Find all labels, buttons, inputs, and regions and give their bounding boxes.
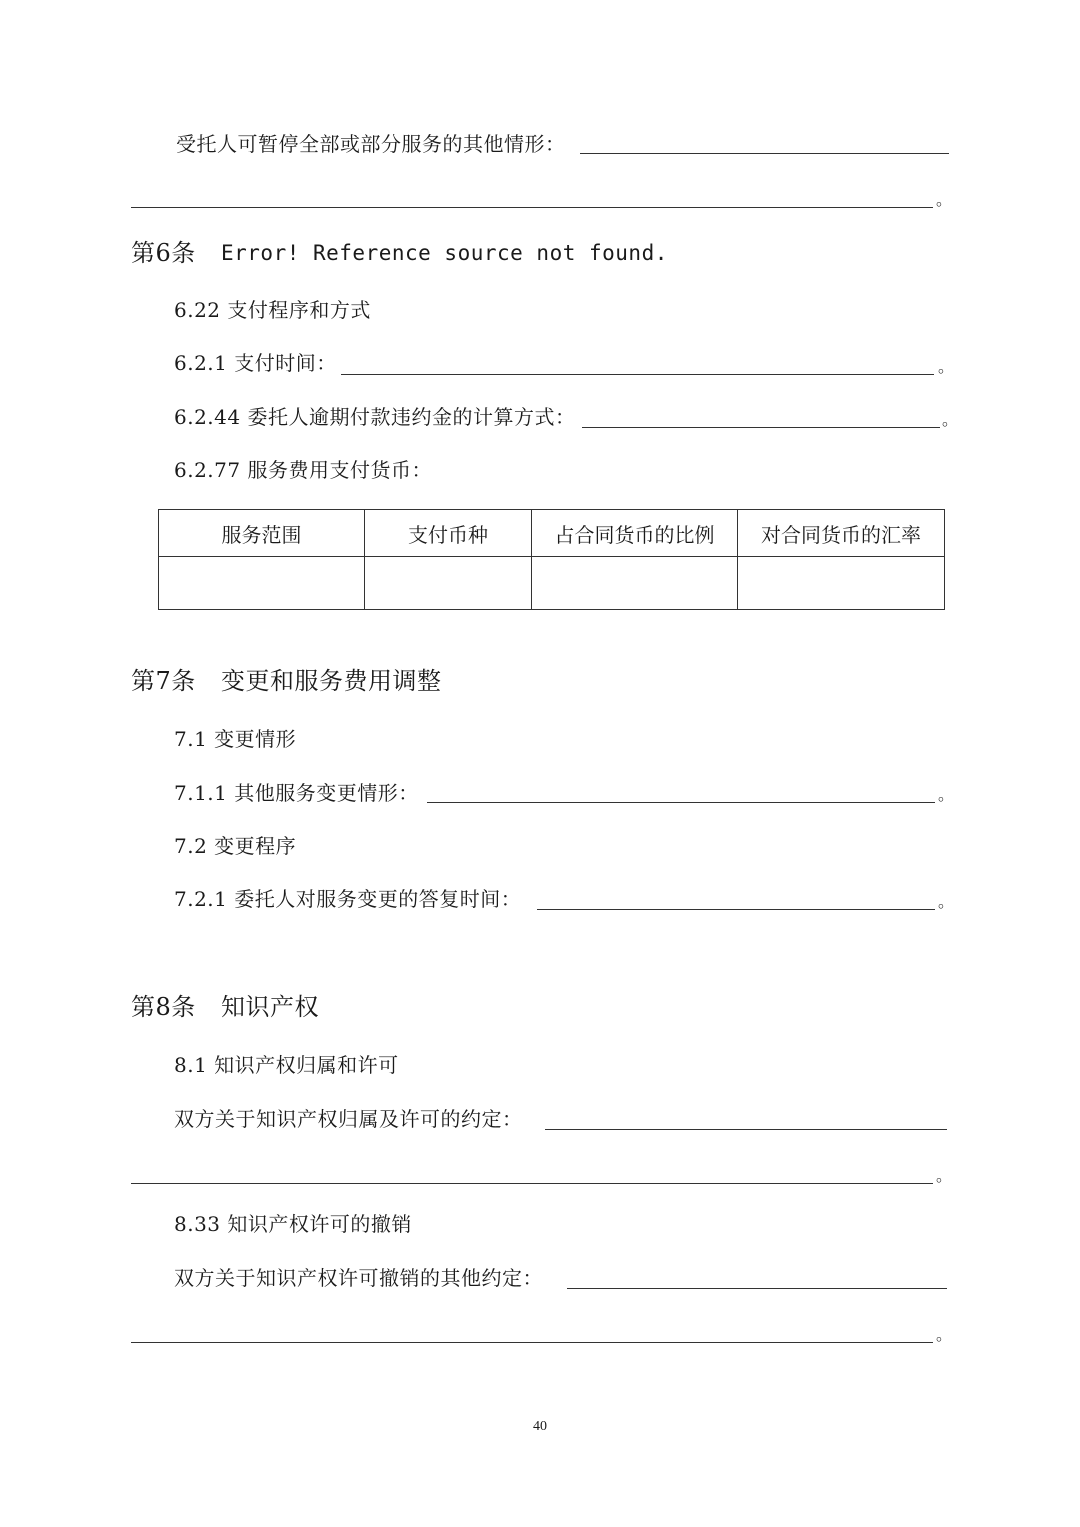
page-number: 40 [533,1419,547,1434]
article-8-number: 第8条 [131,993,196,1021]
other-change-situation-blank[interactable] [427,802,935,803]
period-mark: 。 [942,410,959,429]
ip-license-revocation-blank[interactable] [567,1288,947,1289]
article-7-number: 第7条 [131,667,196,695]
section-7-1-heading: 7.1 变更情形 [174,727,297,751]
section-6-2-heading: 6.22 支付程序和方式 [174,298,371,322]
payment-time-blank[interactable] [341,374,934,375]
article-6-number: 第6条 [131,239,196,267]
change-reply-time-label: 7.2.1 委托人对服务变更的答复时间： [174,887,522,911]
article-8-title: 知识产权 [221,993,319,1021]
table-header-row [159,510,945,557]
period-mark: 。 [938,357,955,376]
payment-currency-label: 6.2.77 服务费用支付货币： [174,458,432,482]
table-cell[interactable] [159,557,365,610]
column-header-contract-currency-ratio: 占合同货币的比例 [532,510,738,557]
table-cell[interactable] [738,557,945,610]
suspension-clause-blank[interactable] [580,153,949,154]
change-reply-time-blank[interactable] [537,909,935,910]
column-header-payment-currency: 支付币种 [365,510,532,557]
ip-license-revocation-blank-continued[interactable] [131,1342,933,1343]
suspension-clause-blank-continued[interactable] [131,207,933,208]
ip-ownership-agreement-blank-continued[interactable] [131,1183,933,1184]
ip-ownership-agreement-label: 双方关于知识产权归属及许可的约定： [174,1107,523,1131]
period-mark: 。 [936,190,953,209]
column-header-exchange-rate: 对合同货币的汇率 [738,510,945,557]
other-change-situation-label: 7.1.1 其他服务变更情形： [174,781,419,805]
payment-time-label: 6.2.1 支付时间： [174,351,337,375]
suspension-clause-label: 受托人可暂停全部或部分服务的其他情形： [176,132,566,156]
period-mark: 。 [938,892,955,911]
article-7-title: 变更和服务费用调整 [221,667,442,695]
table-cell[interactable] [365,557,532,610]
ip-license-revocation-label: 双方关于知识产权许可撤销的其他约定： [174,1266,543,1290]
period-mark: 。 [938,785,955,804]
late-payment-penalty-label: 6.2.44 委托人逾期付款违约金的计算方式： [174,405,576,429]
payment-currency-table [158,509,945,610]
table-row [159,557,945,610]
table-cell[interactable] [532,557,738,610]
late-payment-penalty-blank[interactable] [582,427,940,428]
section-7-2-heading: 7.2 变更程序 [174,834,297,858]
article-6-title: Error! Reference source not found. [221,241,668,265]
period-mark: 。 [936,1166,953,1185]
section-8-3-heading: 8.33 知识产权许可的撤销 [174,1212,412,1236]
column-header-service-scope: 服务范围 [159,510,365,557]
ip-ownership-agreement-blank[interactable] [545,1129,947,1130]
period-mark: 。 [936,1325,953,1344]
section-8-1-heading: 8.1 知识产权归属和许可 [174,1053,399,1077]
